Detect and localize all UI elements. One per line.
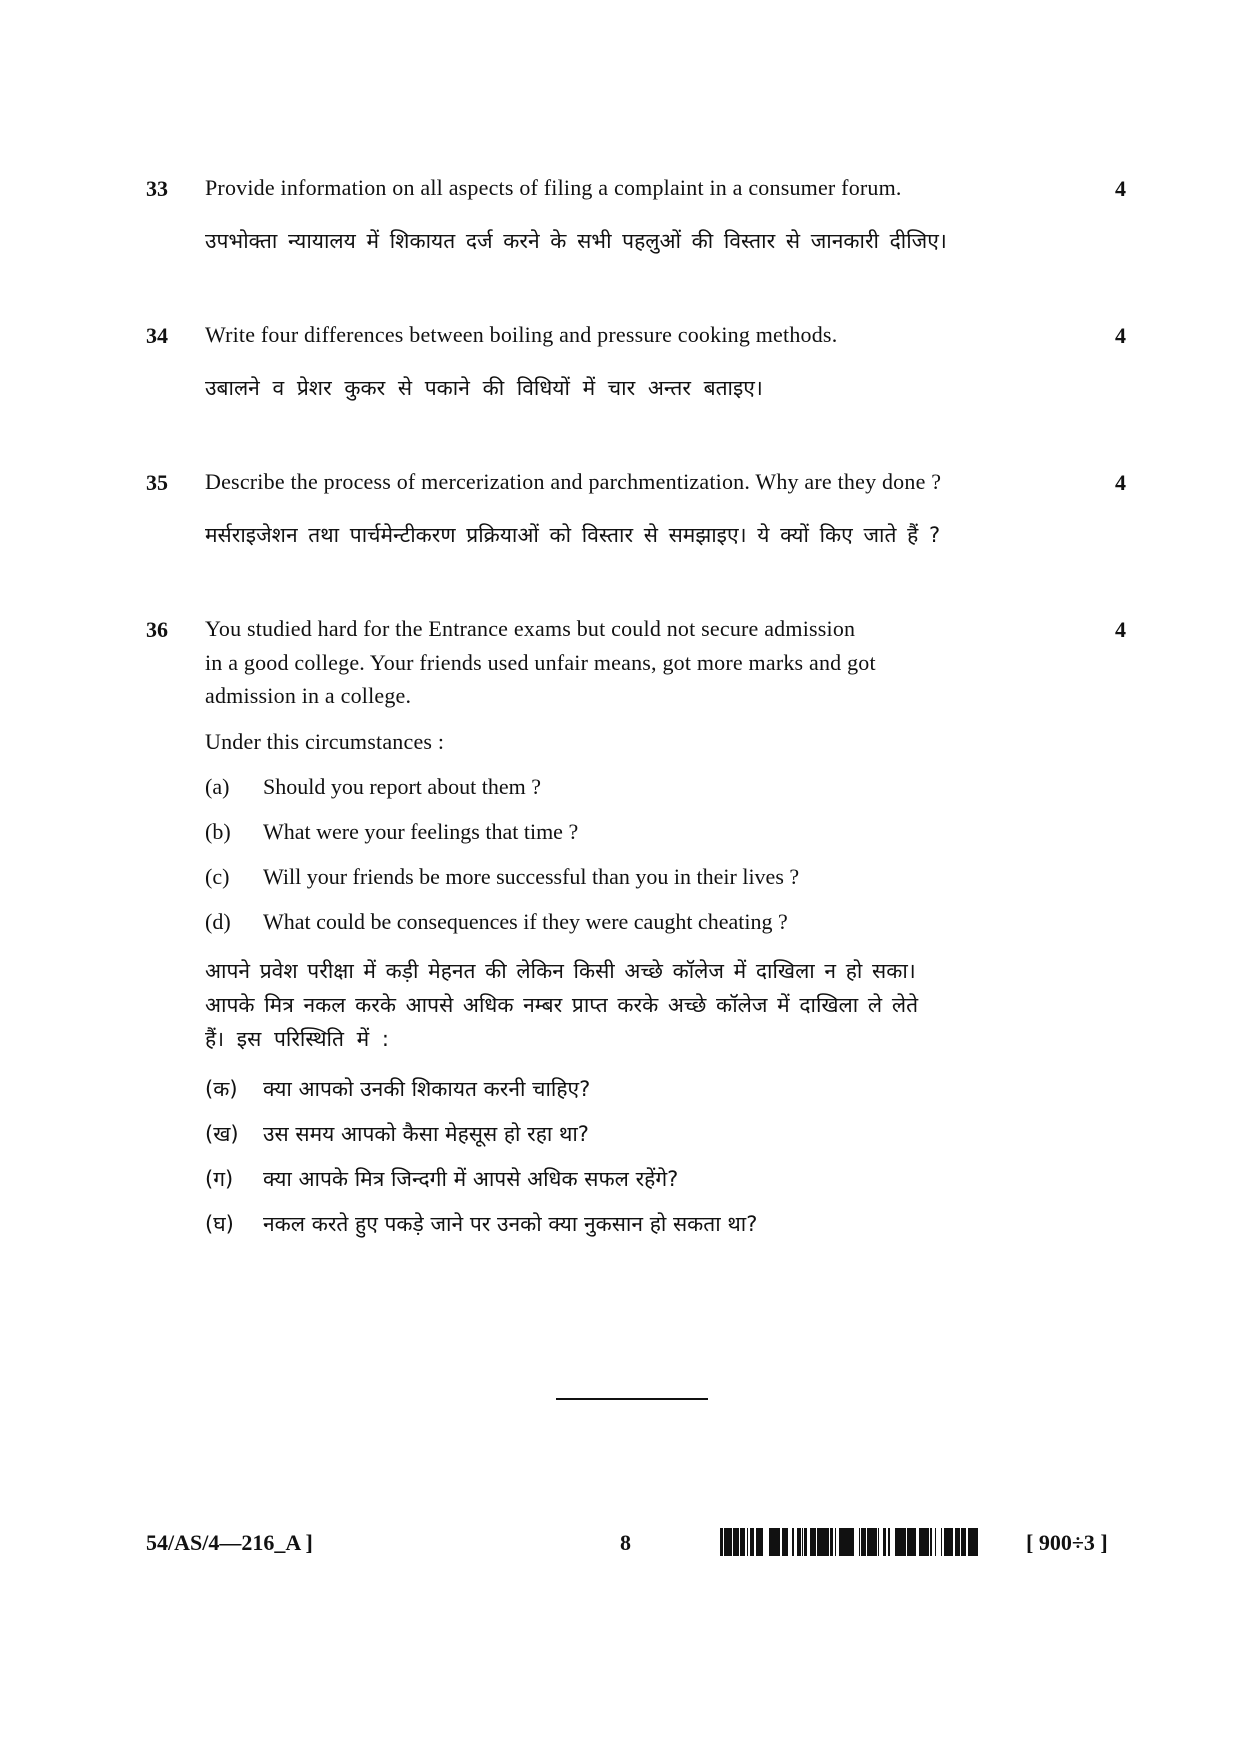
question-text-english: Write four differences between boiling and pressure cooking methods. (205, 322, 838, 347)
question-marks: 4 (1115, 470, 1126, 495)
question-text-english: Provide information on all aspects of filing a complaint in a consumer forum. (205, 175, 902, 200)
question-number: 36 (146, 617, 168, 642)
option-ka (205, 1072, 590, 1106)
question-prompt-english: Under this circumstances : (205, 729, 445, 754)
question-number: 35 (146, 470, 168, 495)
option-label: (ग) (205, 1167, 234, 1191)
question-text-english: Describe the process of mercerization and parchmentization. Why are they done ? (205, 469, 942, 494)
question-text-hindi: मर्सराइजेशन तथा पार्चमेन्टीकरण प्रक्रियाओं को विस्तार से समझाइए। ये क्यों किए जाते हैं ? (205, 523, 941, 547)
barcode (720, 1528, 978, 1556)
option-kha (205, 1117, 589, 1151)
option-label: (घ) (205, 1212, 234, 1236)
option-label: (क) (205, 1077, 238, 1101)
option-label: (c) (205, 864, 230, 889)
page-number: 8 (620, 1530, 631, 1555)
question-text-hindi: उबालने व प्रेशर कुकर से पकाने की विधियों में चार अन्तर बताइए। (205, 376, 763, 400)
option-label: (d) (205, 909, 231, 934)
option-label: (ख) (205, 1122, 239, 1146)
print-count: [ 900÷3 ] (1026, 1530, 1108, 1555)
question-text-hindi-line-2: आपके मित्र नकल करके आपसे अधिक नम्बर प्राप्त करके अच्छे कॉलेज में दाखिला ले लेते (205, 993, 919, 1017)
option-text: उस समय आपको कैसा मेहसूस हो रहा था? (263, 1122, 589, 1146)
question-marks: 4 (1115, 617, 1126, 642)
question-marks: 4 (1115, 323, 1126, 348)
option-label: (a) (205, 774, 230, 799)
option-d (205, 905, 788, 939)
paper-code: 54/AS/4—216_A ] (146, 1530, 313, 1555)
end-of-paper-rule (556, 1398, 708, 1400)
option-text: Should you report about them ? (263, 774, 542, 799)
question-number: 34 (146, 323, 168, 348)
question-36 (146, 617, 1126, 1277)
question-text-english-line-3: admission in a college. (205, 683, 412, 708)
option-text: What were your feelings that time ? (263, 819, 579, 844)
question-text-hindi-line-1: आपने प्रवेश परीक्षा में कड़ी मेहनत की लेकिन किसी अच्छे कॉलेज में दाखिला न हो सका। (205, 959, 916, 983)
option-a (205, 770, 541, 804)
option-b (205, 815, 578, 849)
question-number: 33 (146, 176, 168, 201)
question-text-hindi-line-3: हैं। इस परिस्थिति में : (205, 1027, 389, 1051)
option-ga (205, 1162, 678, 1196)
question-text-english-line-2: in a good college. Your friends used unfair means, got more marks and got (205, 650, 876, 675)
question-marks: 4 (1115, 176, 1126, 201)
option-gha (205, 1207, 757, 1241)
question-text-hindi: उपभोक्ता न्यायालय में शिकायत दर्ज करने के सभी पहलुओं की विस्तार से जानकारी दीजिए। (205, 229, 947, 253)
option-label: (b) (205, 819, 231, 844)
question-text-english-line-1: You studied hard for the Entrance exams but could not secure admission (205, 616, 856, 641)
option-text: Will your friends be more successful than you in their lives ? (263, 864, 800, 889)
option-text: क्या आपके मित्र जिन्दगी में आपसे अधिक सफल रहेंगे? (263, 1167, 679, 1191)
option-text: What could be consequences if they were caught cheating ? (263, 909, 788, 934)
option-c (205, 860, 799, 894)
option-text: क्या आपको उनकी शिकायत करनी चाहिए? (263, 1077, 591, 1101)
option-text: नकल करते हुए पकड़े जाने पर उनको क्या नुकसान हो सकता था? (263, 1212, 758, 1236)
